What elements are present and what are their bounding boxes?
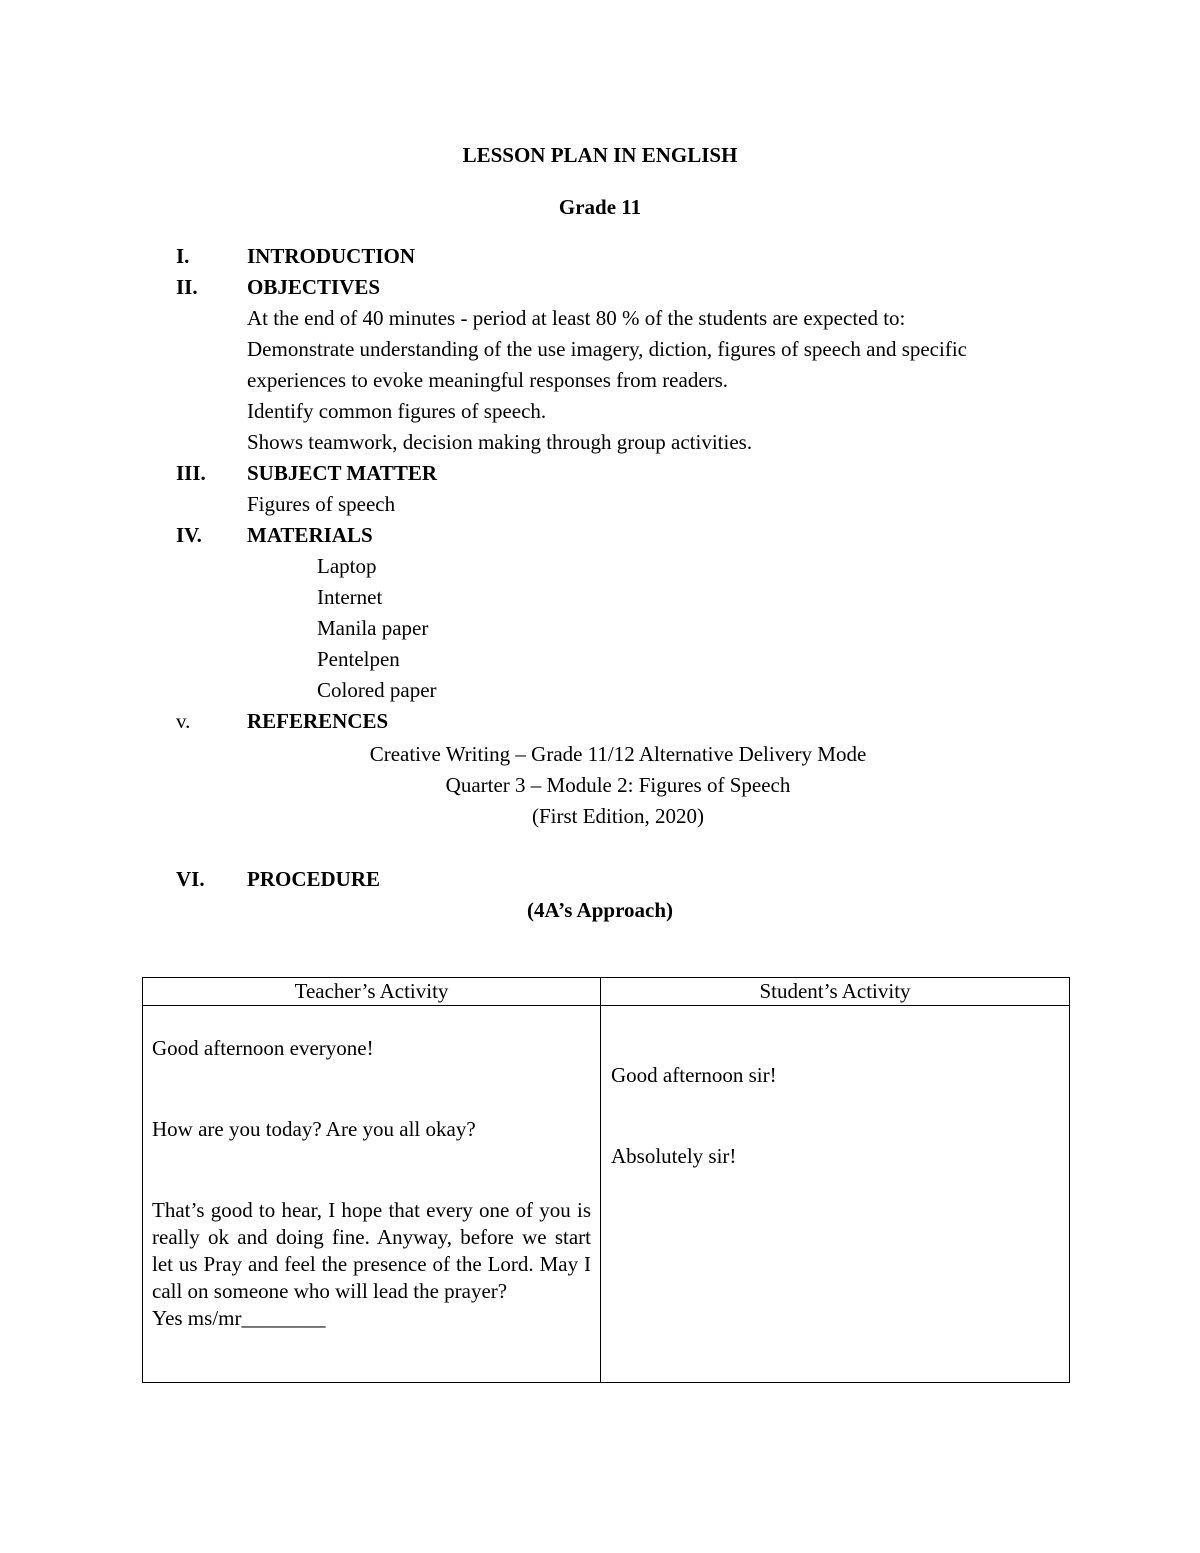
section-subject-matter: [176, 458, 1076, 489]
material-item: Internet: [317, 585, 383, 609]
student-activity-cell: [601, 1006, 1070, 1383]
section-heading: SUBJECT MATTER: [247, 461, 438, 485]
objective-line: Shows teamwork, decision making through group activities.: [247, 430, 753, 454]
material-item: Laptop: [317, 554, 377, 578]
objective-line: At the end of 40 minutes - period at least 80 % of the students are expected to:: [247, 306, 906, 330]
table-header-row: [143, 978, 1070, 1006]
section-heading: OBJECTIVES: [247, 275, 381, 299]
materials-list: [176, 551, 1076, 706]
teacher-call: Yes ms/mr________: [152, 1306, 326, 1330]
material-item: Manila paper: [317, 616, 429, 640]
material-item: Pentelpen: [317, 647, 400, 671]
section-introduction: [176, 241, 1076, 272]
outline: [176, 241, 1076, 737]
teacher-activity-cell: [143, 1006, 601, 1383]
approach-label: (4A’s Approach): [526, 898, 674, 922]
section-number: II.: [176, 275, 198, 299]
section-objectives: [176, 272, 1076, 303]
section-heading: PROCEDURE: [247, 867, 381, 891]
teacher-greeting: Good afternoon everyone!: [152, 1036, 374, 1060]
section-materials: [176, 520, 1076, 551]
student-column-header: Student’s Activity: [601, 978, 1070, 1006]
student-reply: Good afternoon sir!: [611, 1063, 777, 1087]
reference-line: Quarter 3 – Module 2: Figures of Speech: [445, 773, 791, 797]
material-item: Colored paper: [317, 678, 437, 702]
section-heading: MATERIALS: [247, 523, 373, 547]
teacher-column-header: Teacher’s Activity: [143, 978, 601, 1006]
teacher-paragraph: That’s good to hear, I hope that every one of you is really ok and doing fine. Anyway, before we start let us Pray and feel the presence of the Lord. May I call on someone who will lead the prayer?: [152, 1198, 591, 1303]
section-heading: REFERENCES: [247, 709, 389, 733]
subject-matter-text: Figures of speech: [247, 492, 396, 516]
teacher-question: How are you today? Are you all okay?: [152, 1117, 476, 1141]
reference-line: (First Edition, 2020): [531, 804, 705, 828]
reference-line: Creative Writing – Grade 11/12 Alternative Delivery Mode: [369, 742, 867, 766]
objective-line: Demonstrate understanding of the use imagery, diction, figures of speech and specific: [247, 337, 967, 361]
student-reply: Absolutely sir!: [611, 1144, 737, 1168]
section-references: [176, 706, 1076, 737]
section-number: v.: [176, 709, 191, 733]
section-number: I.: [176, 244, 190, 268]
table-row: [143, 1006, 1070, 1383]
objective-line: experiences to evoke meaningful responses from readers.: [247, 368, 729, 392]
objective-line: Identify common figures of speech.: [247, 399, 547, 423]
section-number: IV.: [176, 523, 202, 547]
procedure-table: [142, 977, 1070, 1383]
section-heading: INTRODUCTION: [247, 244, 416, 268]
section-number: III.: [176, 461, 206, 485]
objectives-list: [176, 303, 1076, 458]
document-title: LESSON PLAN IN ENGLISH: [462, 143, 738, 167]
grade-label: Grade 11: [558, 195, 642, 219]
section-number: VI.: [176, 867, 205, 891]
section-procedure: [176, 864, 1076, 895]
references-list: [0, 739, 1200, 832]
